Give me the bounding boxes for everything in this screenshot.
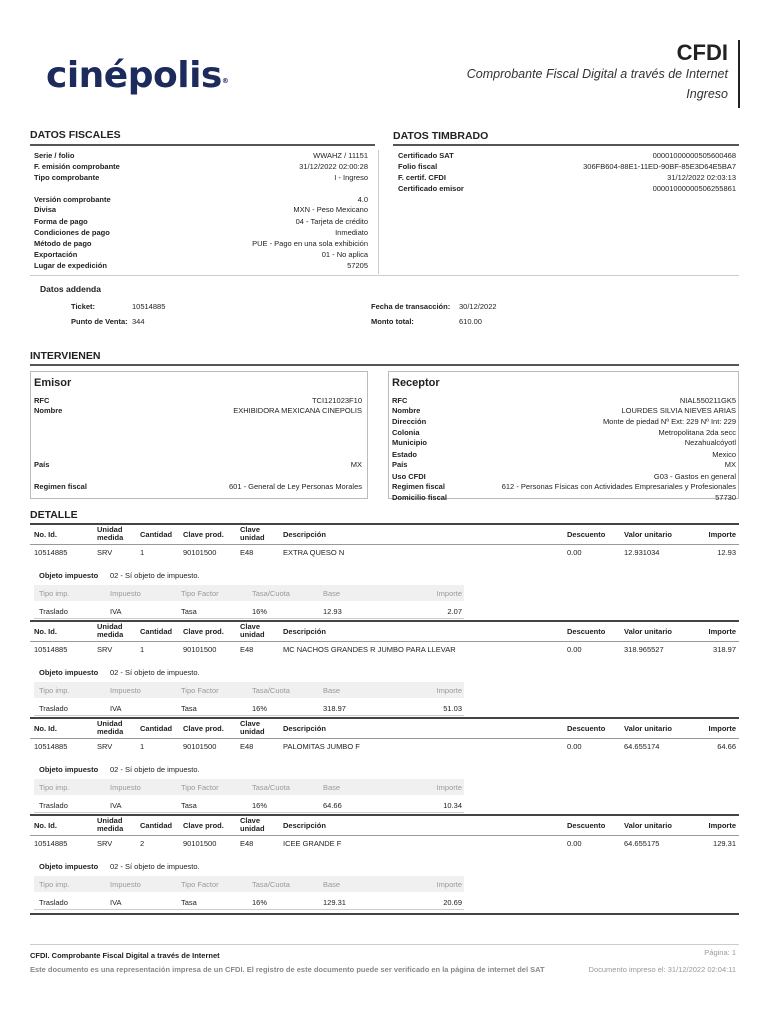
fiscal-label: Lugar de expedición	[34, 261, 107, 270]
receptor-title: Receptor	[392, 377, 440, 389]
addenda-title: Datos addenda	[40, 284, 101, 294]
objeto-label: Objeto impuesto	[39, 765, 99, 774]
tax-header: Tasa/Cuota	[252, 783, 290, 792]
emisor-rfc-label: RFC	[34, 396, 50, 405]
fiscal-value: PUE - Pago en una sola exhibición	[252, 239, 368, 248]
detalle-title: DETALLE	[30, 509, 78, 521]
tax-row-rule	[34, 715, 464, 716]
item-cantidad: 1	[140, 548, 145, 557]
receptor-value: NIAL550211GK5	[679, 396, 736, 405]
timbrado-label: Certificado emisor	[398, 184, 464, 193]
fiscal-label: Versión comprobante	[34, 195, 111, 204]
column-header: Descuento	[567, 627, 606, 636]
item-importe: 64.66	[717, 742, 736, 751]
item-header-rule	[30, 620, 739, 622]
receptor-label: Municipio	[392, 438, 427, 447]
tax-row-rule	[34, 909, 464, 910]
column-header: Valor unitario	[624, 627, 672, 636]
fecha-value: 30/12/2022	[459, 302, 497, 311]
receptor-value: LOURDES SILVIA NIEVES ARIAS	[621, 406, 736, 415]
punto-venta-label: Punto de Venta:	[71, 317, 128, 326]
tax-header-band	[34, 779, 464, 795]
item-importe: 129.31	[713, 839, 736, 848]
column-header: Valor unitario	[624, 821, 672, 830]
tax-base: 64.66	[323, 801, 342, 810]
objeto-value: 02 - Sí objeto de impuesto.	[110, 571, 200, 580]
monto-value: 610.00	[459, 317, 482, 326]
column-header: Valor unitario	[624, 724, 672, 733]
column-header: Unidad medida	[97, 622, 124, 639]
tax-tasa: 16%	[252, 898, 268, 907]
column-header: Clave prod.	[183, 724, 224, 733]
punto-venta-value: 344	[132, 317, 145, 326]
tax-impuesto: IVA	[110, 801, 122, 810]
receptor-label: Dirección	[392, 417, 427, 426]
fiscal-label: Método de pago	[34, 239, 92, 248]
column-header: Unidad medida	[97, 525, 124, 542]
tax-header: Impuesto	[110, 880, 141, 889]
fiscal-value: 4.0	[357, 195, 368, 204]
receptor-label: Uso CFDI	[392, 472, 426, 481]
column-header: No. Id.	[34, 724, 57, 733]
datos-fiscales-title: DATOS FISCALES	[30, 129, 121, 141]
item-descuento: 0.00	[567, 839, 582, 848]
column-header: Clave prod.	[183, 821, 224, 830]
fiscal-value: 57205	[347, 261, 368, 270]
item-clave: 90101500	[183, 742, 217, 751]
tax-importe: 51.03	[443, 704, 462, 713]
item-valor: 318.965527	[624, 645, 664, 654]
emisor-nombre: EXHIBIDORA MEXICANA CINEPOLIS	[233, 406, 362, 415]
document-title: CFDI	[676, 40, 728, 65]
column-header: Descuento	[567, 724, 606, 733]
tax-header: Tasa/Cuota	[252, 880, 290, 889]
tax-header: Base	[323, 783, 341, 792]
emisor-title: Emisor	[34, 377, 72, 389]
tax-header: Tipo imp.	[39, 589, 70, 598]
monto-label: Monto total:	[371, 317, 414, 326]
objeto-value: 02 - Sí objeto de impuesto.	[110, 765, 200, 774]
fiscal-value: 31/12/2022 02:00:28	[299, 162, 368, 171]
tax-header-band	[34, 876, 464, 892]
item-descuento: 0.00	[567, 742, 582, 751]
receptor-label: Domicilio fiscal	[392, 493, 448, 502]
receptor-value: Metropolitana 2da secc	[658, 428, 736, 437]
timbrado-value: 00001000000505600468	[652, 151, 736, 160]
item-header-rule	[30, 523, 739, 525]
item-importe: 12.93	[717, 548, 736, 557]
item-cantidad: 1	[140, 645, 145, 654]
datos-timbrado-rule	[393, 144, 739, 146]
tax-header: Tasa/Cuota	[252, 686, 290, 695]
timbrado-label: Certificado SAT	[398, 151, 454, 160]
receptor-label: Nombre	[392, 406, 421, 415]
tax-header: Importe	[436, 686, 462, 695]
item-id: 10514885	[34, 645, 68, 654]
column-header: Clave unidad	[240, 622, 265, 639]
column-header: Clave unidad	[240, 525, 265, 542]
tax-impuesto: IVA	[110, 704, 122, 713]
column-header: Cantidad	[140, 821, 173, 830]
item-descripcion: EXTRA QUESO N	[283, 548, 345, 557]
footer-rule	[30, 944, 739, 945]
item-clave: 90101500	[183, 839, 217, 848]
tax-header: Base	[323, 880, 341, 889]
column-header: Descripción	[283, 530, 326, 539]
column-header: Valor unitario	[624, 530, 672, 539]
receptor-label: Colonia	[392, 428, 420, 437]
item-clave_unidad: E48	[240, 645, 254, 654]
tax-tipo: Traslado	[39, 898, 68, 907]
printed-date: Documento impreso el: 31/12/2022 02:04:11	[588, 965, 736, 974]
item-unidad: SRV	[97, 839, 113, 848]
item-clave: 90101500	[183, 645, 217, 654]
column-header: No. Id.	[34, 627, 57, 636]
tax-base: 318.97	[323, 704, 346, 713]
tax-impuesto: IVA	[110, 607, 122, 616]
receptor-label: Regimen fiscal	[392, 482, 445, 491]
detalle-end-rule	[30, 913, 739, 915]
intervienen-title: INTERVIENEN	[30, 350, 101, 362]
tax-header: Tipo imp.	[39, 686, 70, 695]
item-clave_unidad: E48	[240, 839, 254, 848]
item-clave_unidad: E48	[240, 742, 254, 751]
tax-tipo: Traslado	[39, 801, 68, 810]
document-subtitle: Comprobante Fiscal Digital a través de Internet	[466, 67, 728, 81]
item-valor: 64.655175	[624, 839, 660, 848]
timbrado-label: F. certif. CFDI	[398, 173, 446, 182]
receptor-value: MX	[724, 460, 736, 469]
footer-title: CFDI. Comprobante Fiscal Digital a través de Internet	[30, 951, 220, 960]
footer-note: Este documento es una representación impresa de un CFDI. El registro de este documento puede ser verificado en la página de internet del SAT	[30, 965, 545, 974]
column-header: Descripción	[283, 627, 326, 636]
company-logo: cinépolis®	[46, 55, 229, 96]
emisor-regimen: 601 - General de Ley Personas Morales	[229, 482, 362, 491]
tax-row-rule	[34, 812, 464, 813]
item-importe: 318.97	[713, 645, 736, 654]
receptor-value: Nezahualcóyotl	[684, 438, 736, 447]
column-header: Cantidad	[140, 724, 173, 733]
objeto-value: 02 - Sí objeto de impuesto.	[110, 862, 200, 871]
tax-header: Tipo imp.	[39, 783, 70, 792]
item-valor: 12.931034	[624, 548, 660, 557]
item-header-rule	[30, 814, 739, 816]
item-header-bottom	[30, 641, 739, 642]
receptor-label: RFC	[392, 396, 408, 405]
tax-header: Base	[323, 686, 341, 695]
header-divider	[738, 40, 740, 108]
fiscal-label: Forma de pago	[34, 217, 88, 226]
tax-importe: 20.69	[443, 898, 462, 907]
tax-factor: Tasa	[181, 898, 197, 907]
tax-header: Impuesto	[110, 589, 141, 598]
item-id: 10514885	[34, 548, 68, 557]
fiscal-label: Exportación	[34, 250, 78, 259]
objeto-value: 02 - Sí objeto de impuesto.	[110, 668, 200, 677]
tax-importe: 10.34	[443, 801, 462, 810]
tax-header-band	[34, 585, 464, 601]
column-header: Clave prod.	[183, 627, 224, 636]
ticket-value: 10514885	[132, 302, 166, 311]
tax-header: Importe	[436, 589, 462, 598]
emisor-rfc: TCI121023F10	[311, 396, 362, 405]
receptor-value: Monte de piedad Nº Ext: 229 Nº Int: 229	[602, 417, 736, 426]
fiscal-value: 01 - No aplica	[321, 250, 368, 259]
column-header: Descripción	[283, 821, 326, 830]
item-id: 10514885	[34, 839, 68, 848]
datos-timbrado-title: DATOS TIMBRADO	[393, 130, 489, 142]
item-unidad: SRV	[97, 548, 113, 557]
fiscal-label: Divisa	[34, 205, 57, 214]
emisor-pais: MX	[350, 460, 362, 469]
section-divider	[378, 150, 379, 274]
objeto-label: Objeto impuesto	[39, 571, 99, 580]
tax-tipo: Traslado	[39, 704, 68, 713]
column-header: Importe	[708, 530, 736, 539]
receptor-label: País	[392, 460, 408, 469]
emisor-box	[30, 371, 368, 499]
timbrado-value: 31/12/2022 02:03:13	[667, 173, 736, 182]
timbrado-value: 306FB604-88E1-11ED-90BF-85E3D64E5BA7	[583, 162, 736, 171]
item-cantidad: 2	[140, 839, 145, 848]
tax-impuesto: IVA	[110, 898, 122, 907]
tax-header: Tipo Factor	[181, 783, 219, 792]
column-header: Descuento	[567, 530, 606, 539]
receptor-value: G03 - Gastos en general	[653, 472, 736, 481]
item-header-bottom	[30, 544, 739, 545]
tax-header: Tipo imp.	[39, 880, 70, 889]
column-header: Importe	[708, 627, 736, 636]
tax-header: Tipo Factor	[181, 686, 219, 695]
timbrado-value: 00001000000506255861	[652, 184, 736, 193]
column-header: Unidad medida	[97, 719, 124, 736]
tax-tasa: 16%	[252, 704, 268, 713]
column-header: Unidad medida	[97, 816, 124, 833]
tax-factor: Tasa	[181, 801, 197, 810]
objeto-label: Objeto impuesto	[39, 862, 99, 871]
item-clave: 90101500	[183, 548, 217, 557]
fiscal-label: Tipo comprobante	[34, 173, 100, 182]
tax-header: Importe	[436, 783, 462, 792]
column-header: Descripción	[283, 724, 326, 733]
fiscal-value: I - Ingreso	[334, 173, 368, 182]
column-header: Cantidad	[140, 530, 173, 539]
tax-header-band	[34, 682, 464, 698]
column-header: Clave unidad	[240, 816, 265, 833]
tax-base: 129.31	[323, 898, 346, 907]
objeto-label: Objeto impuesto	[39, 668, 99, 677]
tax-header: Impuesto	[110, 783, 141, 792]
fiscal-label: F. emisión comprobante	[34, 162, 120, 171]
tax-importe: 2.07	[447, 607, 462, 616]
timbrado-label: Folio fiscal	[398, 162, 438, 171]
fiscal-value: MXN - Peso Mexicano	[293, 205, 368, 214]
tax-row-rule	[34, 618, 464, 619]
fiscal-value: WWAHZ / 11151	[313, 151, 368, 160]
fecha-label: Fecha de transacción:	[371, 302, 451, 311]
fiscal-label: Condiciones de pago	[34, 228, 110, 237]
tax-tipo: Traslado	[39, 607, 68, 616]
item-header-bottom	[30, 738, 739, 739]
tax-header: Tasa/Cuota	[252, 589, 290, 598]
item-descuento: 0.00	[567, 548, 582, 557]
tax-tasa: 16%	[252, 607, 268, 616]
item-unidad: SRV	[97, 645, 113, 654]
receptor-value: 612 - Personas Físicas con Actividades Empresariales y Profesionales	[501, 482, 736, 491]
tax-header: Importe	[436, 880, 462, 889]
column-header: No. Id.	[34, 821, 57, 830]
ticket-label: Ticket:	[71, 302, 96, 311]
datos-fiscales-rule	[30, 144, 375, 146]
column-header: Importe	[708, 821, 736, 830]
item-header-rule	[30, 717, 739, 719]
tax-header: Tipo Factor	[181, 589, 219, 598]
emisor-nombre-label: Nombre	[34, 406, 63, 415]
column-header: Clave prod.	[183, 530, 224, 539]
column-header: Cantidad	[140, 627, 173, 636]
column-header: Importe	[708, 724, 736, 733]
fiscal-value: Inmediato	[335, 228, 368, 237]
emisor-pais-label: País	[34, 460, 50, 469]
column-header: No. Id.	[34, 530, 57, 539]
item-descripcion: PALOMITAS JUMBO F	[283, 742, 360, 751]
item-id: 10514885	[34, 742, 68, 751]
item-clave_unidad: E48	[240, 548, 254, 557]
tax-factor: Tasa	[181, 704, 197, 713]
page-number: Página: 1	[704, 948, 736, 957]
emisor-regimen-label: Regimen fiscal	[34, 482, 87, 491]
item-valor: 64.655174	[624, 742, 660, 751]
item-descuento: 0.00	[567, 645, 582, 654]
receptor-value: 57730	[715, 493, 736, 502]
fiscal-value: 04 - Tarjeta de crédito	[295, 217, 368, 226]
document-type: Ingreso	[686, 87, 728, 101]
column-header: Clave unidad	[240, 719, 265, 736]
item-descripcion: MC NACHOS GRANDES R JUMBO PARA LLEVAR	[283, 645, 456, 654]
tax-header: Tipo Factor	[181, 880, 219, 889]
receptor-value: Mexico	[712, 450, 736, 459]
addenda-rule	[30, 275, 739, 276]
item-cantidad: 1	[140, 742, 145, 751]
tax-header: Base	[323, 589, 341, 598]
item-unidad: SRV	[97, 742, 113, 751]
column-header: Descuento	[567, 821, 606, 830]
item-header-bottom	[30, 835, 739, 836]
receptor-label: Estado	[392, 450, 418, 459]
tax-header: Impuesto	[110, 686, 141, 695]
tax-factor: Tasa	[181, 607, 197, 616]
intervienen-rule	[30, 364, 739, 366]
fiscal-label: Serie / folio	[34, 151, 75, 160]
tax-base: 12.93	[323, 607, 342, 616]
item-descripcion: ICEE GRANDE F	[283, 839, 342, 848]
tax-tasa: 16%	[252, 801, 268, 810]
